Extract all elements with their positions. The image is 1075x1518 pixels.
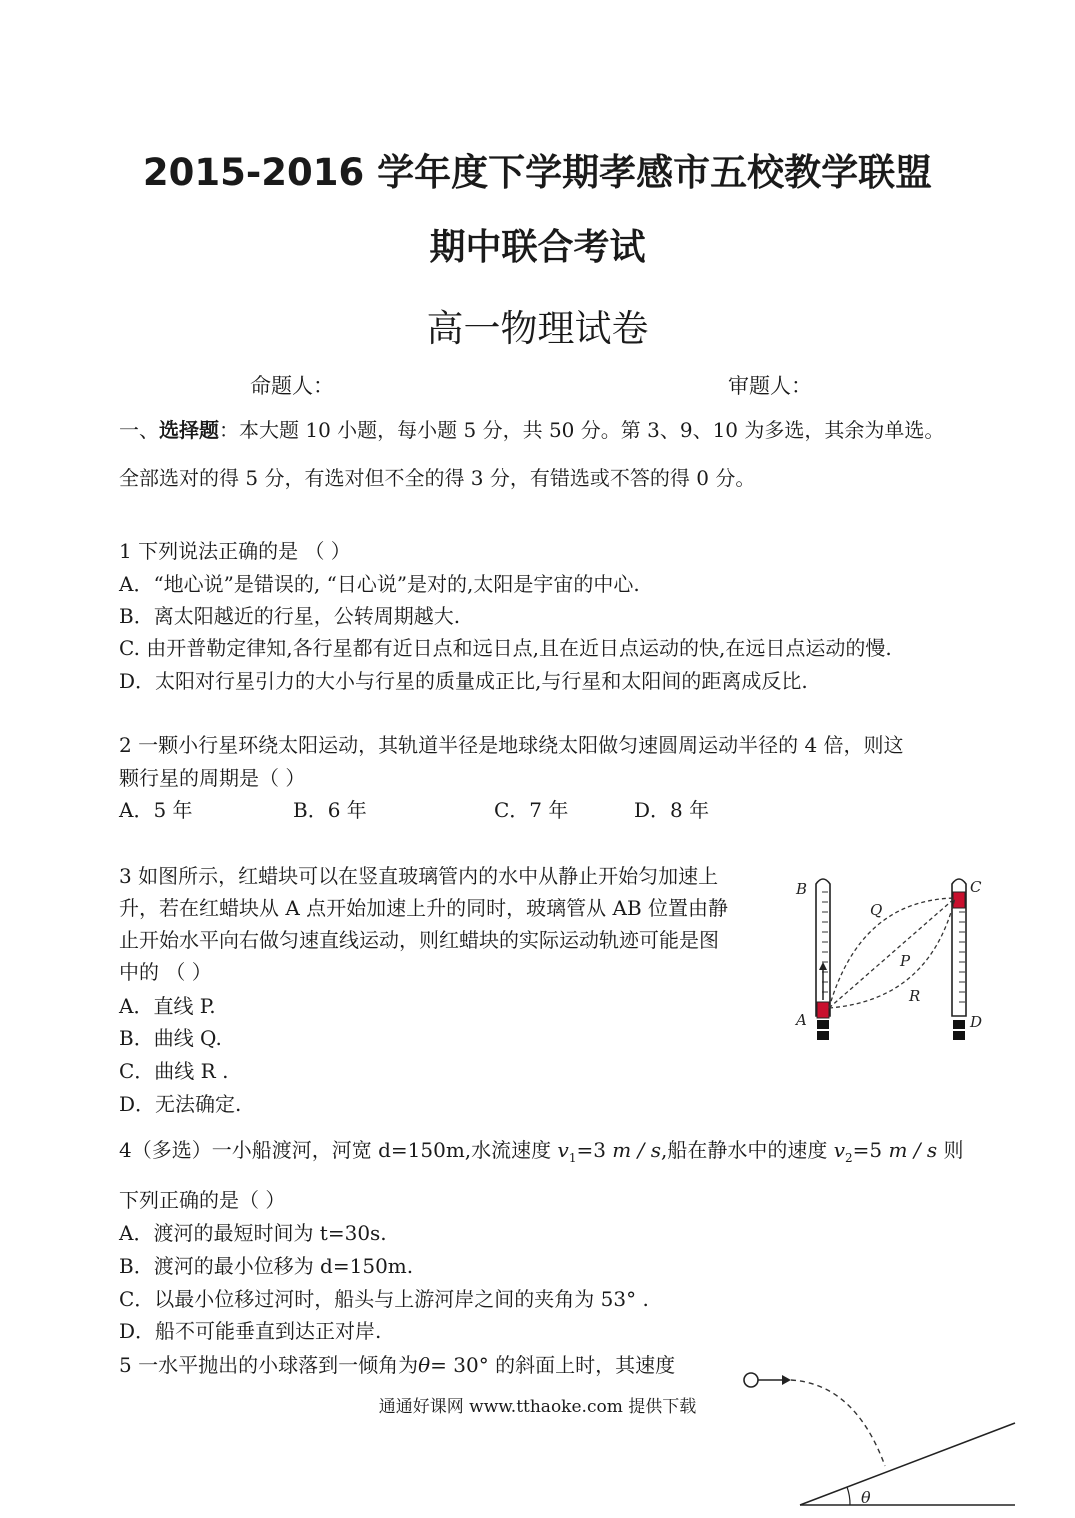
ball-icon — [744, 1373, 758, 1387]
q5-stem-start: 5 一水平抛出的小球落到一倾角为 — [119, 1353, 419, 1377]
tube-left-stopper-2 — [817, 1031, 829, 1040]
title-line-1: 2015-2016 学年度下学期孝感市五校教学联盟 — [142, 151, 933, 194]
section1-instructions-line1: ：本大题 10 小题，每小题 5 分，共 50 分。第 3、9、10 为多选，其余为单选。 — [219, 418, 945, 442]
label-b: B — [796, 880, 808, 898]
section1-instructions-line2: 全部选对的得 5 分，有选对但不全的得 3 分，有错选或不答的得 0 分。 — [119, 466, 756, 490]
q5-theta-symbol: θ — [418, 1353, 431, 1377]
q1-option-c: C. 由开普勒定律知,各行星都有近日点和远日点,且在近日点运动的快,在远日点运动的慢. — [119, 636, 892, 660]
q3-option-d: D．无法确定. — [119, 1092, 242, 1116]
q3-option-b: B．曲线 Q. — [119, 1026, 222, 1050]
q5-figure-incline — [735, 1366, 1025, 1514]
label-c: C — [970, 878, 982, 896]
q4-v1-subscript: 1 — [568, 1151, 577, 1165]
q4-stem-mid: ,船在静水中的速度 — [660, 1138, 828, 1162]
q4-v2-unit: m / s — [888, 1138, 938, 1162]
q4-v1-symbol: v — [557, 1138, 569, 1162]
label-r: R — [909, 987, 921, 1005]
q4-v1-value: =3 — [576, 1138, 606, 1162]
red-wax-block-start — [817, 1002, 829, 1018]
angle-theta-label: θ — [861, 1488, 871, 1507]
q4-option-c: C．以最小位移过河时，船头与上游河岸之间的夹角为 53° . — [119, 1287, 649, 1311]
q5-stem-end: 的斜面上时，其速度 — [495, 1353, 676, 1377]
q2-stem-line1: 2 一颗小行星环绕太阳运动，其轨道半径是地球绕太阳做匀速圆周运动半径的 4 倍，则这 — [119, 733, 904, 757]
author-label: 命题人： — [250, 374, 334, 398]
q4-option-b: B．渡河的最小位移为 d=150m. — [119, 1254, 414, 1278]
section1-number: 一、 — [119, 418, 159, 442]
q2-stem-line2: 颗行星的周期是（ ） — [119, 766, 306, 790]
incline-surface — [800, 1423, 1015, 1505]
q3-stem-line4: 中的 （ ） — [119, 960, 212, 984]
q4-v2-symbol: v — [833, 1138, 846, 1162]
q4-v2-subscript: 2 — [845, 1151, 853, 1165]
label-p: P — [900, 952, 911, 970]
reviewer-label: 审题人： — [728, 374, 812, 398]
q1-option-a: A．“地心说”是错误的, “日心说”是对的,太阳是宇宙的中心. — [119, 572, 640, 596]
q4-stem-line1 — [119, 1140, 964, 1164]
q3-figure-glass-tubes — [790, 870, 1000, 1045]
label-d: D — [970, 1013, 983, 1031]
q4-v1-unit: m / s — [612, 1138, 661, 1162]
up-arrow-icon — [819, 962, 827, 970]
q2-option-a: A．5 年 — [119, 798, 193, 822]
q1-option-b: B．离太阳越近的行星，公转周期越大. — [119, 604, 461, 628]
q4-option-a: A．渡河的最短时间为 t=30s. — [119, 1221, 387, 1245]
angle-arc — [847, 1487, 850, 1505]
q1-stem: 1 下列说法正确的是 （ ） — [119, 539, 351, 563]
q3-stem-line1: 3 如图所示，红蜡块可以在竖直玻璃管内的水中从静止开始匀加速上 — [119, 864, 719, 888]
q4-stem-start: 4（多选）一小船渡河，河宽 d=150m,水流速度 — [119, 1138, 552, 1162]
q4-stem-end: 则 — [943, 1138, 964, 1162]
q3-stem-line3: 止开始水平向右做匀速直线运动，则红蜡块的实际运动轨迹可能是图 — [119, 928, 719, 952]
q2-option-c: C．7 年 — [494, 798, 569, 822]
q1-option-d: D．太阳对行星引力的大小与行星的质量成正比,与行星和太阳间的距离成反比. — [119, 669, 808, 693]
q2-option-d: D．8 年 — [634, 798, 710, 822]
title-line-2: 期中联合考试 — [429, 227, 646, 268]
q4-stem-line2: 下列正确的是（ ） — [119, 1188, 286, 1212]
velocity-arrow-icon — [782, 1375, 791, 1385]
q5-theta-value: = 30° — [430, 1353, 489, 1377]
tube-right-stopper-2 — [953, 1031, 965, 1040]
label-q: Q — [870, 901, 883, 919]
q5-stem — [119, 1355, 675, 1375]
q3-stem-line2: 升，若在红蜡块从 A 点开始加速上升的同时，玻璃管从 AB 位置由静 — [119, 896, 729, 920]
section1-instructions — [119, 420, 944, 440]
q2-option-b: B．6 年 — [293, 798, 367, 822]
tube-right-stopper-1 — [953, 1020, 965, 1029]
q4-option-d: D．船不可能垂直到达正对岸. — [119, 1319, 382, 1343]
label-a: A — [796, 1011, 807, 1029]
tube-left-stopper-1 — [817, 1020, 829, 1029]
title-line-3: 高一物理试卷 — [426, 307, 649, 350]
tube-right-ticks — [959, 912, 965, 1002]
q3-option-a: A．直线 P. — [119, 994, 216, 1018]
q4-v2-value: =5 — [852, 1138, 883, 1162]
q3-option-c: C．曲线 R . — [119, 1059, 229, 1083]
section1-heading: 选择题 — [159, 418, 219, 442]
footer-source: 通通好课网 www.tthaoke.com 提供下载 — [378, 1397, 697, 1417]
